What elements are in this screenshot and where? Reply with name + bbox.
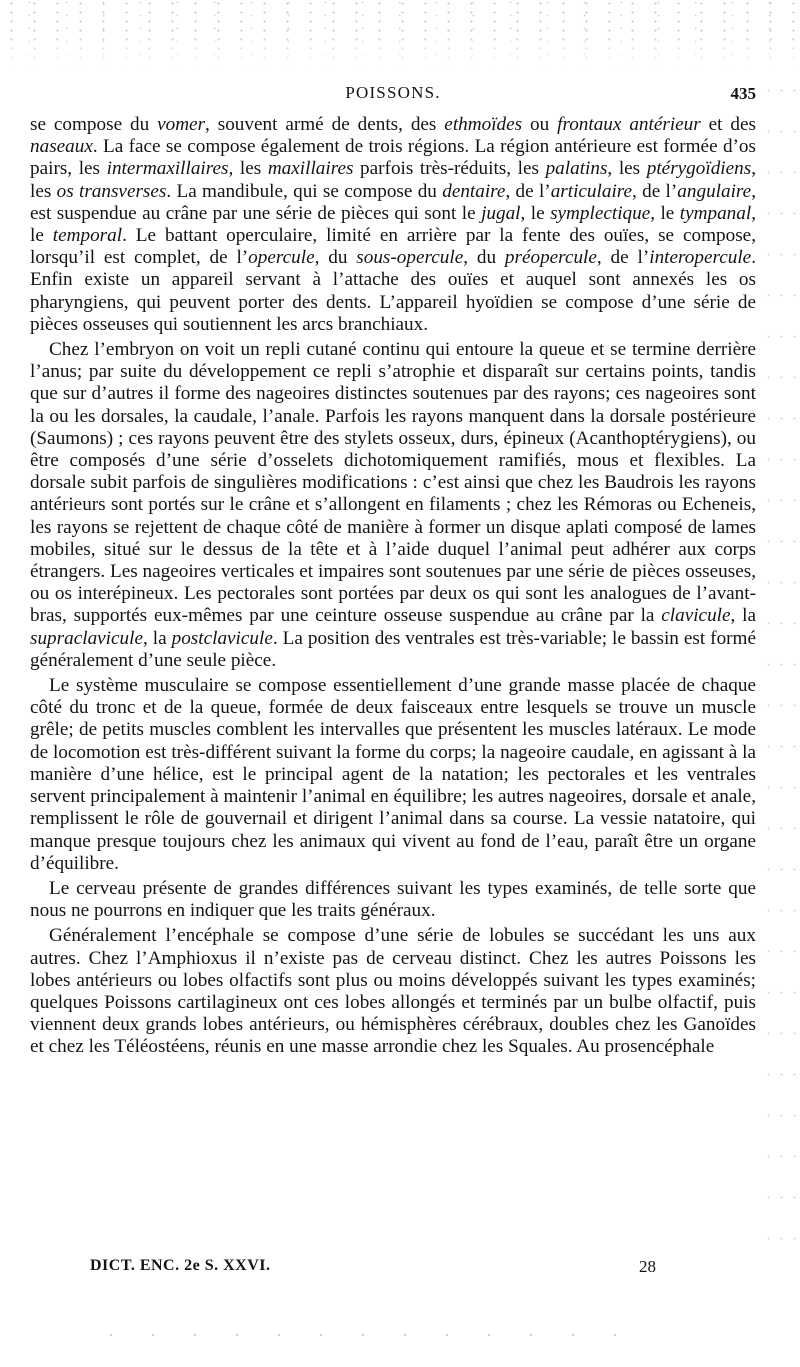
italic-term: intermaxillaires	[106, 158, 229, 180]
italic-term: supraclavicule	[30, 627, 143, 649]
italic-term: maxillaires	[267, 158, 354, 180]
italic-term: frontaux antérieur	[557, 114, 701, 135]
body-text	[30, 114, 756, 1059]
paragraph: Généralement l’encéphale se compose d’une série de lobules se succédant les uns aux autres. Chez l’Amphioxus il n’existe pas de cerveau distinct. Chez les autres Poissons les lobes antérieurs ou lobes olfactifs sont plus ou moins développés suivant les types examinés; quelques Poissons cartilagineux ont ces lobes allongés et terminés par un bulbe olfactif, puis viennent deux grands lobes antérieurs, ou hémisphères cérébraux, doubles chez les Ganoïdes et chez les Téléostéens, réunis en une masse arrondie chez les Squales. Au prosencéphale	[30, 925, 756, 1058]
page-footer	[90, 1257, 656, 1281]
paragraph: se compose du vomer, souvent armé de dents, des ethmoïdes ou frontaux antérieur et des naseaux. La face se compose également de trois régions. La région antérieure est formée d’os pairs, les intermaxillaires, les maxillaires parfois très-réduits, les palatins, les ptérygoïdiens, les os transverses. La mandibule, qui se compose du dentaire, de l’articulaire, de l’angulaire, est suspendue au crâne par une série de pièces qui sont le jugal, le symplectique, le tympanal, le temporal. Le battant operculaire, limité en arrière par la fente des ouïes, se compose, lorsqu’il est complet, de l’opercule, du sous-opercule, du préopercule, de l’interopercule. Enfin existe un appareil servant à l’attache des ouïes et auquel sont annexés les os pharyngiens, qui peuvent porter des dents. L’appareil hyoïdien se compose d’une série de pièces osseuses qui soutiennent les arcs branchiaux.	[30, 114, 756, 335]
italic-term: articulaire	[550, 180, 633, 202]
paragraph: Le cerveau présente de grandes différences suivant les types examinés, de telle sorte que nous ne pourrons en indiquer que les traits généraux.	[30, 877, 756, 922]
italic-term: postclavicule	[171, 627, 273, 649]
italic-term: palatins	[545, 158, 608, 180]
signature-number: 28	[639, 1257, 656, 1276]
italic-term: sous-opercule	[356, 247, 464, 269]
italic-term: opercule	[248, 247, 315, 269]
italic-term: préopercule	[504, 247, 597, 269]
italic-term: os transverses	[56, 180, 167, 202]
italic-term: interopercule	[649, 247, 752, 269]
italic-term: symplectique	[550, 202, 651, 224]
italic-term: vomer	[157, 114, 206, 135]
signature-mark: DICT. ENC. 2e S. XXVI.	[90, 1257, 271, 1274]
bottom-scan-specks	[90, 1328, 650, 1342]
running-title: POISSONS.	[345, 83, 441, 102]
italic-term: jugal	[481, 202, 521, 224]
italic-term: clavicule	[661, 605, 731, 627]
paragraph: Le système musculaire se compose essentiellement d’une grande masse placée de chaque côté du tronc et de la queue, formée de deux faisceaux entre lesquels se trouve un muscle grêle; de petits muscles comblent les intervalles que présentent les muscles latéraux. Le mode de locomotion est très-différent suivant la forme du corps; la nageoire caudale, en agissant à la manière d’une hélice, est le principal agent de la natation; les pectorales et les ventrales servent principalement à maintenir l’animal en équilibre; les autres nageoires, dorsale et anale, remplissent le rôle de gouvernail et dirigent l’animal dans sa course. La vessie natatoire, qui manque presque toujours chez les animaux qui vivent au fond de l’eau, paraît être un organe d’équilibre.	[30, 675, 756, 874]
page-header	[30, 83, 756, 107]
italic-term: naseaux	[30, 136, 93, 158]
italic-term: angulaire	[677, 180, 752, 202]
italic-term: tympanal	[679, 202, 752, 224]
page-number: 435	[730, 84, 756, 103]
italic-term: temporal	[52, 225, 123, 247]
top-scan-specks	[0, 0, 800, 70]
right-margin-specks	[762, 70, 800, 1270]
italic-term: ethmoïdes	[444, 114, 523, 135]
italic-term: ptérygoïdiens	[646, 158, 752, 180]
italic-term: dentaire	[442, 180, 506, 202]
paragraph: Chez l’embryon on voit un repli cutané continu qui entoure la queue et se termine derrière l’anus; par suite du développement ce repli s’atrophie et disparaît sur certains points, tandis que sur d’autres il forme des nageoires distinctes soutenues par des rayons; ces nageoires sont la ou les dorsales, la caudale, l’anale. Parfois les rayons manquent dans la dorsale postérieure (Saumons) ; ces rayons peuvent être des stylets osseux, durs, épineux (Acanthoptérygiens), ou être composés d’une série d’osselets dichotomiquement ramifiés, mous et flexibles. La dorsale subit parfois de singulières modifications : c’est ainsi que chez les Baudrois les rayons antérieurs sont portés sur le crâne et s’allongent en filaments ; chez les Rémoras ou Echeneis, les rayons se rejettent de chaque côté de manière à former un disque aplati composé de lames mobiles, situé sur le dessus de la tête et à l’aide duquel l’animal peut adhérer aux corps étrangers. Les nageoires verticales et impaires sont soutenues par une série de pièces osseuses, ou os interépineux. Les pectorales sont portées par deux os qui sont les analogues de l’avant-bras, supportés eux-mêmes par une ceinture osseuse suspendue au crâne par la clavicule, la supraclavicule, la postclavicule. La position des ventrales est très-variable; le bassin est formé généralement d’une seule pièce.	[30, 339, 756, 671]
